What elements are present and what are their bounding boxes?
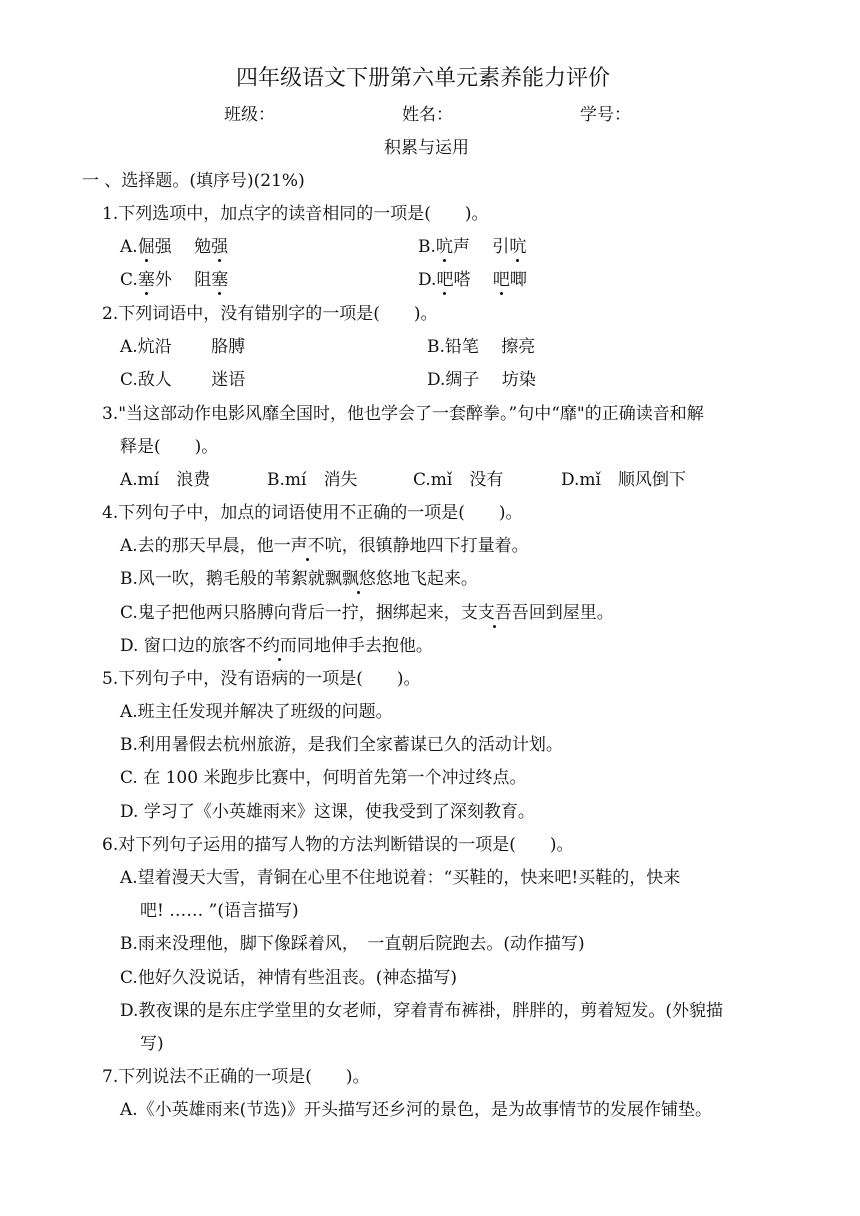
question-4-option-b: B.风一吹，鹅毛般的苇絮就飘飘悠悠地飞起来。 [120,569,478,589]
question-1-stem: 1.下列选项中，加点字的读音相同的一项是( )。 [102,204,489,224]
question-7-option-a: A.《小英雄雨来(节选)》开头描写还乡河的景色，是为故事情节的发展作铺垫。 [120,1100,712,1120]
dotted-char: 塞 [137,270,155,290]
question-3-option-d: D.mǐ 顺风倒下 [561,470,686,490]
question-6-stem: 6.对下列句子运用的描写人物的方法判断错误的一项是( )。 [102,835,574,855]
question-1-option-c: C.塞外 阻塞 [120,270,229,290]
question-6-option-d-cont: 写) [140,1034,164,1054]
question-6-option-d: D.教夜课的是东庄学堂里的女老师，穿着青布裤褂，胖胖的，剪着短发。(外貌描 [120,1001,724,1021]
dotted-char: 倔 [137,237,155,257]
part-heading: 一 、选择题。(填序号)(21%) [82,171,305,191]
dotted-phrase: 飘飘悠悠 [324,569,393,589]
dotted-phrase: 一声不吭 [273,536,342,556]
dotted-phrase: 不约而同 [245,636,314,656]
question-1-option-d: D.吧嗒 吧唧 [418,270,527,290]
question-2-option-b: B.铅笔 擦亮 [427,337,536,357]
question-3-stem-cont: 释是( )。 [120,437,219,457]
question-1-option-b: B.吭声 引吭 [418,237,527,257]
dotted-char: 吭 [509,237,527,257]
question-2-option-d: D.绸子 坊染 [427,370,536,390]
question-2-stem: 2.下列词语中，没有错别字的一项是( )。 [102,304,438,324]
question-6-option-b: B.雨来没理他，脚下像踩着风， 一直朝后院跑去。(动作描写) [120,934,585,954]
section-title: 积累与运用 [384,138,469,158]
question-5-option-a: A.班主任发现并解决了班级的问题。 [120,702,393,722]
question-2-option-c: C.敌人 迷语 [120,370,246,390]
question-5-option-b: B.利用暑假去杭州旅游，是我们全家蓄谋已久的活动计划。 [120,735,563,755]
question-6-option-a-cont: 吧! …… ”(语言描写) [140,901,299,921]
question-3-option-a: A.mí 浪费 [120,470,211,490]
question-4-option-d: D. 窗口边的旅客不约而同地伸手去抱他。 [120,636,433,656]
question-6-option-c: C.他好久没说话，神情有些沮丧。(神态描写) [120,968,458,988]
question-3-option-b: B.mí 消失 [267,470,358,490]
question-3-option-c: C.mǐ 没有 [413,470,504,490]
page-title: 四年级语文下册第六单元素养能力评价 [236,66,611,91]
question-5-option-c: C. 在 100 米跑步比赛中，何明首先第一个冲过终点。 [120,768,527,788]
question-4-stem: 4.下列句子中，加点的词语使用不正确的一项是( )。 [102,503,523,523]
class-label: 班级： [224,105,275,125]
question-1-option-a: A.倔强 勉强 [120,237,229,257]
dotted-char: 强 [211,237,229,257]
dotted-phrase: 支支吾吾 [460,603,529,623]
student-number-label: 学号： [580,105,631,125]
question-4-option-a: A.去的那天早晨，他一声不吭，很镇静地四下打量着。 [120,536,529,556]
question-6-option-a: A.望着漫天大雪，青铜在心里不住地说着：“买鞋的，快来吧!买鞋的，快来 [120,868,681,888]
question-5-stem: 5.下列句子中，没有语病的一项是( )。 [102,669,421,689]
dotted-char: 吭 [435,237,453,257]
question-3-stem: 3."当这部动作电影风靡全国时，他也学会了一套醉拳。”句中“靡"的正确读音和解 [102,404,704,424]
name-label: 姓名： [402,105,453,125]
question-7-stem: 7.下列说法不正确的一项是( )。 [102,1067,370,1087]
dotted-char: 塞 [211,270,229,290]
question-4-option-c: C.鬼子把他两只胳膊向背后一拧，捆绑起来，支支吾吾回到屋里。 [120,603,614,623]
dotted-char: 吧 [436,270,454,290]
question-2-option-a: A.炕沿 胳膊 [120,337,246,357]
dotted-char: 吧 [492,270,510,290]
question-5-option-d: D. 学习了《小英雄雨来》这课，使我受到了深刻教育。 [120,802,535,822]
